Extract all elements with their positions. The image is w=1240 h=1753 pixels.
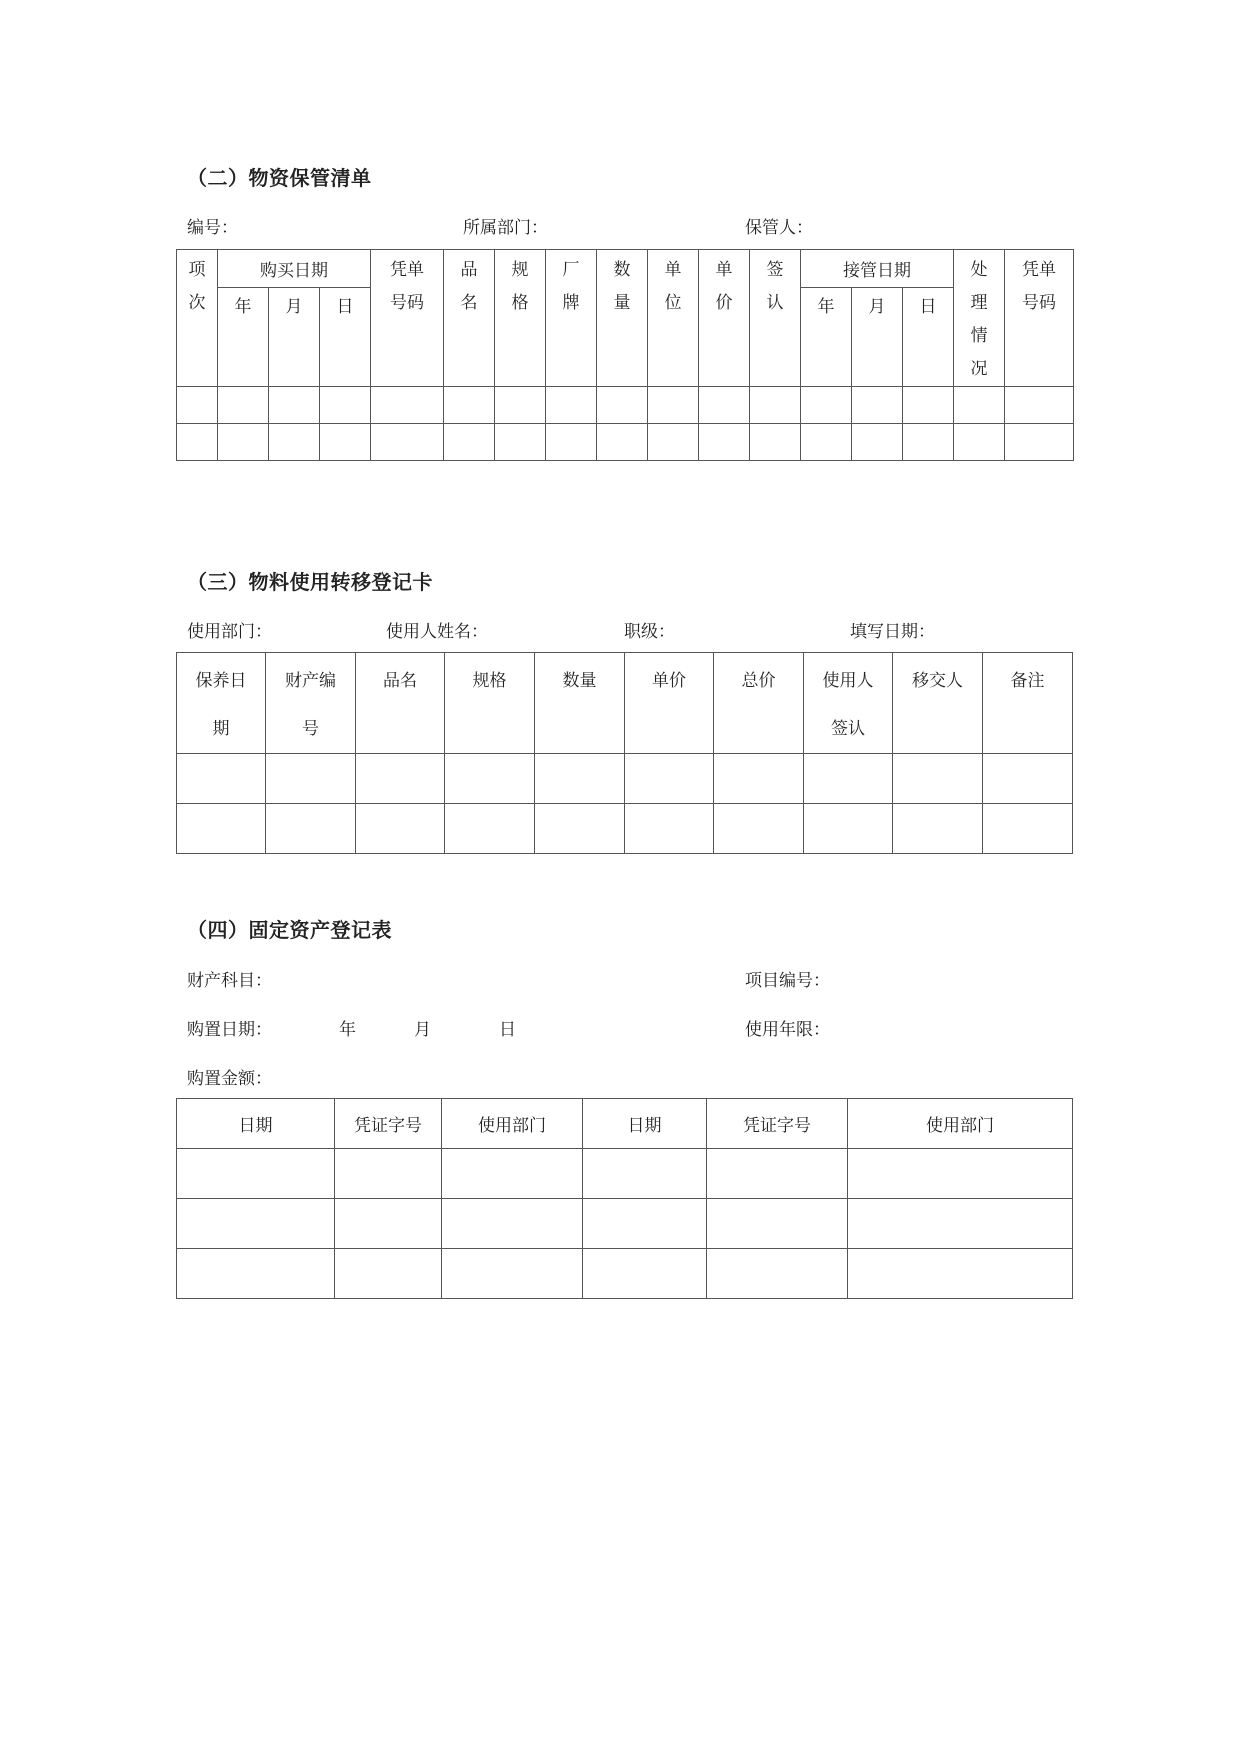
project-no-label: 项目编号： [745, 971, 830, 991]
header-purchase-year: 年 [218, 287, 269, 386]
header-voucher: 凭证字号 [335, 1099, 442, 1149]
header-takeover-date: 接管日期 [801, 250, 954, 288]
header-voucher-2: 凭证字号 [707, 1099, 848, 1149]
amount-label: 购置金额： [187, 1069, 272, 1089]
header-voucher-no-2: 凭单号码 [1005, 250, 1074, 387]
header-brand: 厂牌 [546, 250, 597, 387]
purchase-date-label: 购置日期： [187, 1020, 272, 1040]
header-sign: 签认 [750, 250, 801, 387]
section4-title: （四）固定资产登记表 [187, 918, 392, 942]
dept-label: 使用部门： [187, 622, 272, 642]
table-row [177, 754, 1073, 804]
fixed-asset-table [176, 1098, 1073, 1299]
header-date-2: 日期 [583, 1099, 707, 1149]
header-item: 项次 [177, 250, 218, 387]
header-transferor: 移交人 [893, 653, 983, 754]
life-label: 使用年限： [745, 1020, 830, 1040]
material-transfer-table [176, 652, 1073, 854]
header-date: 日期 [177, 1099, 335, 1149]
header-total-price: 总价 [714, 653, 804, 754]
header-quantity: 数量 [597, 250, 648, 387]
header-user-sign: 使用人签认 [804, 653, 893, 754]
purchase-year-label: 年 [339, 1020, 356, 1040]
rank-label: 职级： [624, 622, 675, 642]
number-label: 编号： [187, 218, 238, 238]
section2-title: （二）物资保管清单 [187, 166, 372, 190]
header-product-name: 品名 [356, 653, 445, 754]
table-row [177, 424, 1074, 461]
table-row [177, 1149, 1073, 1199]
department-label: 所属部门： [463, 218, 548, 238]
header-dept: 使用部门 [442, 1099, 583, 1149]
purchase-month-label: 月 [414, 1020, 431, 1040]
material-custody-table [176, 249, 1074, 461]
header-purchase-day: 日 [320, 287, 371, 386]
keeper-label: 保管人： [745, 218, 813, 238]
header-spec: 规格 [495, 250, 546, 387]
header-property-no: 财产编号 [266, 653, 356, 754]
user-name-label: 使用人姓名： [386, 622, 488, 642]
header-takeover-year: 年 [801, 287, 852, 386]
header-voucher-no: 凭单号码 [371, 250, 444, 387]
header-remark: 备注 [983, 653, 1073, 754]
header-handling: 处理情况 [954, 250, 1005, 387]
header-spec: 规格 [445, 653, 535, 754]
header-unit-price: 单价 [625, 653, 714, 754]
table-row [177, 1249, 1073, 1299]
section3-title: （三）物料使用转移登记卡 [187, 570, 433, 594]
header-unit-price: 单价 [699, 250, 750, 387]
header-quantity: 数量 [535, 653, 625, 754]
fill-date-label: 填写日期： [850, 622, 935, 642]
purchase-day-label: 日 [499, 1020, 516, 1040]
header-purchase-date: 购买日期 [218, 250, 371, 288]
header-takeover-month: 月 [852, 287, 903, 386]
header-takeover-day: 日 [903, 287, 954, 386]
header-dept-2: 使用部门 [848, 1099, 1073, 1149]
header-unit: 单位 [648, 250, 699, 387]
subject-label: 财产科目： [187, 971, 272, 991]
header-product-name: 品名 [444, 250, 495, 387]
header-purchase-month: 月 [269, 287, 320, 386]
table-row [177, 1199, 1073, 1249]
table-row [177, 804, 1073, 854]
table-row [177, 387, 1074, 424]
header-maintenance-date: 保养日期 [177, 653, 266, 754]
